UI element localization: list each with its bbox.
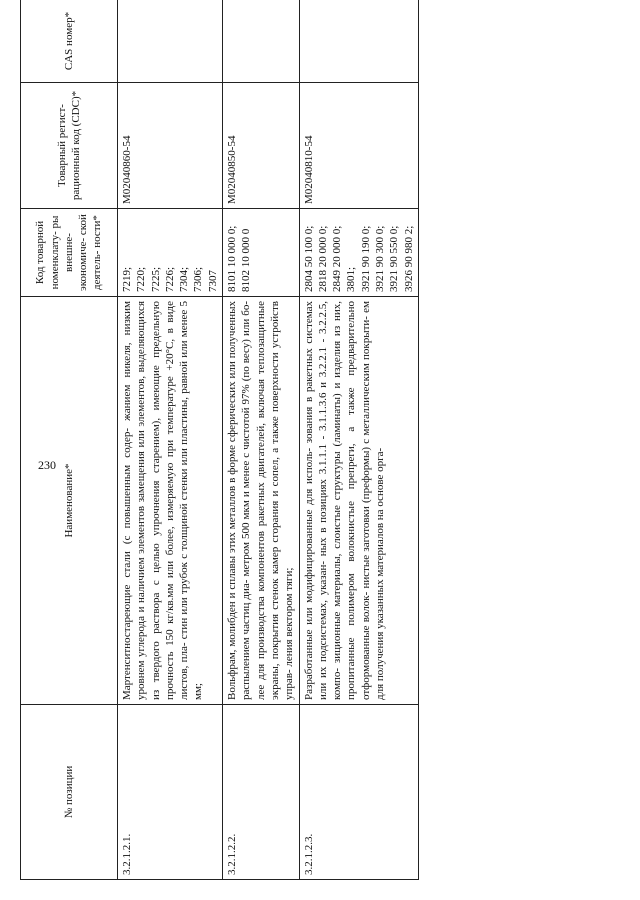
code-line: 7307 (206, 270, 219, 292)
row-cas (299, 0, 418, 83)
row-cdc: M02040850-54 (223, 83, 299, 209)
table-row (118, 0, 223, 880)
row-codes (223, 209, 299, 297)
row-codes (299, 209, 418, 297)
row-position: 3.2.1.2.2. (223, 705, 299, 880)
row-name: Вольфрам, молибден и сплавы этих металлов в форме сферических или полученных распылением частиц диа- метром 500 мкм и менее с чистотой 97% (по весу) или бо- лее для производства компонентов ракетных двигателей, включая теплозащитные экраны, покрытия стенок камер сгорания и сопел, а также поверхности устройств управ- ления вектором тяги; (223, 297, 299, 705)
header-name: Наименование* (21, 297, 118, 705)
code-line: 3921 90 550 0; (388, 225, 401, 292)
row-name: Мартенситностареющие стали (с повышенным содер- жанием никеля, низким уровнем углерода и наличием элементов замещения или элементов, выделяющихся из твердого раствора с целью упрочнения старением), имеющие предельную прочность 150 кг/кв.мм или более, измеряемую при температуре +20°С, в виде листов, пла- стин или трубок с толщиной стенки или пластины, равной или менее 5 мм; (118, 297, 223, 705)
code-line: 3801; (345, 266, 358, 292)
header-position: № позиции (21, 705, 118, 880)
code-line: 8102 10 000 0 (240, 228, 253, 292)
code-line: 2849 20 000 0; (331, 225, 344, 292)
header-code: Код товарной номенклату- ры внешне- экономиче- ской деятель- ности* (21, 209, 118, 297)
code-line: 3926 90 980 2; (402, 225, 415, 292)
page-number: 230 (38, 458, 56, 472)
code-line: 7304; (178, 266, 191, 292)
code-line: 7219; (121, 266, 133, 292)
row-cdc: M02040860-54 (118, 83, 223, 209)
code-line: 7225; (149, 266, 162, 292)
rotated-page (20, 0, 620, 880)
row-position: 3.2.1.2.1. (118, 705, 223, 880)
code-line: 2804 50 100 0; (302, 225, 315, 292)
header-cas: CAS номер* (21, 0, 118, 83)
code-line: 8101 10 000 0; (226, 225, 239, 292)
row-name: Разработанные или модифицированные для исполь- зования в ракетных системах или их подсистемах, указан- ных в позициях 3.1.1.1 - 3.1.1.3.6 и 3.2.2.1 - 3.2.2.5, компо- зиционные материалы, слоистые структуры (ламинаты) и изделия из них, пропитанные полимером волокнистые препреги, а также предварительно отформованные волок- нистые заготовки (преформы) с металлическим покрыти- ем для получения указанных материалов на основе орга- (299, 297, 418, 705)
code-line: 3921 90 300 0; (374, 225, 387, 292)
header-cdc: Товарный регист- рационный код (CDC)* (21, 83, 118, 209)
row-codes (118, 209, 223, 297)
table-row (223, 0, 299, 880)
table-row (299, 0, 418, 880)
row-position: 3.2.1.2.3. (299, 705, 418, 880)
code-line: 7220; (135, 266, 148, 292)
code-line: 7226; (163, 266, 176, 292)
row-cdc: M02040810-54 (299, 83, 418, 209)
row-cas (118, 0, 223, 83)
row-cas (223, 0, 299, 83)
code-line: 7306; (192, 266, 205, 292)
goods-table (20, 0, 419, 880)
code-line: 2818 20 000 0; (316, 225, 329, 292)
code-line: 3921 90 190 0; (359, 225, 372, 292)
table-header-row (21, 0, 118, 880)
